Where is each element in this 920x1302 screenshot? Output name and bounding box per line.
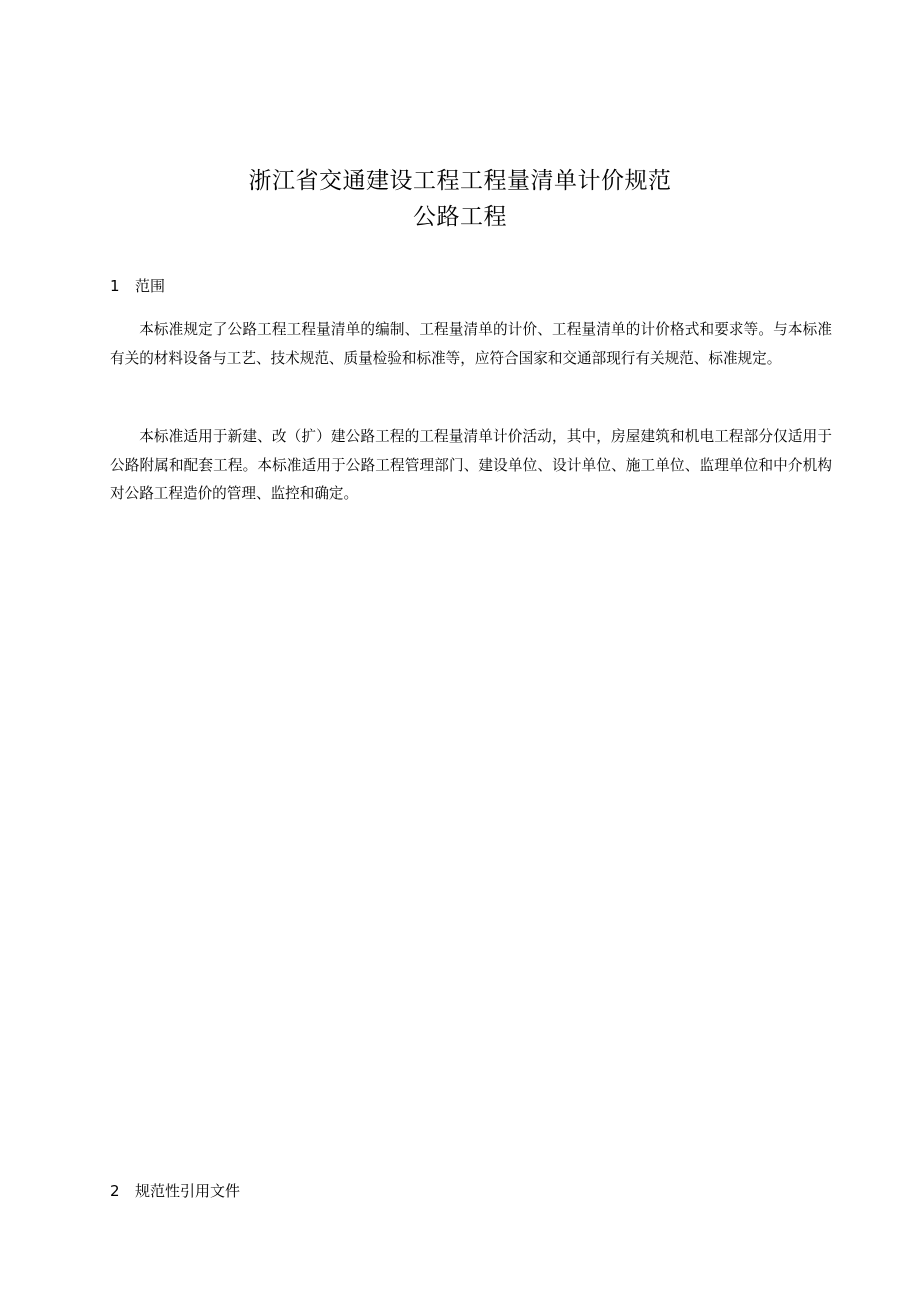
- section-2-title: 规范性引用文件: [135, 1182, 241, 1200]
- section-1-number: 1: [110, 277, 120, 295]
- section-1-heading: [110, 276, 165, 296]
- document-title-line-1: 浙江省交通建设工程工程量清单计价规范: [248, 168, 672, 194]
- section-1-paragraph-2: 本标准适用于新建、改（扩）建公路工程的工程量清单计价活动，其中，房屋建筑和机电工程部分仅适用于公路附属和配套工程。本标准适用于公路工程管理部门、建设单位、设计单位、施工单位、监理单位和中介机构对公路工程造价的管理、监控和确定。: [110, 428, 832, 502]
- document-title-line-2: 公路工程: [413, 204, 507, 230]
- section-2-number: 2: [110, 1182, 120, 1200]
- section-1-paragraph-1: 本标准规定了公路工程工程量清单的编制、工程量清单的计价、工程量清单的计价格式和要求等。与本标准有关的材料设备与工艺、技术规范、质量检验和标准等，应符合国家和交通部现行有关规范、标准规定。: [110, 321, 832, 367]
- section-1-title: 范围: [135, 277, 166, 295]
- section-2-heading: [110, 1181, 240, 1201]
